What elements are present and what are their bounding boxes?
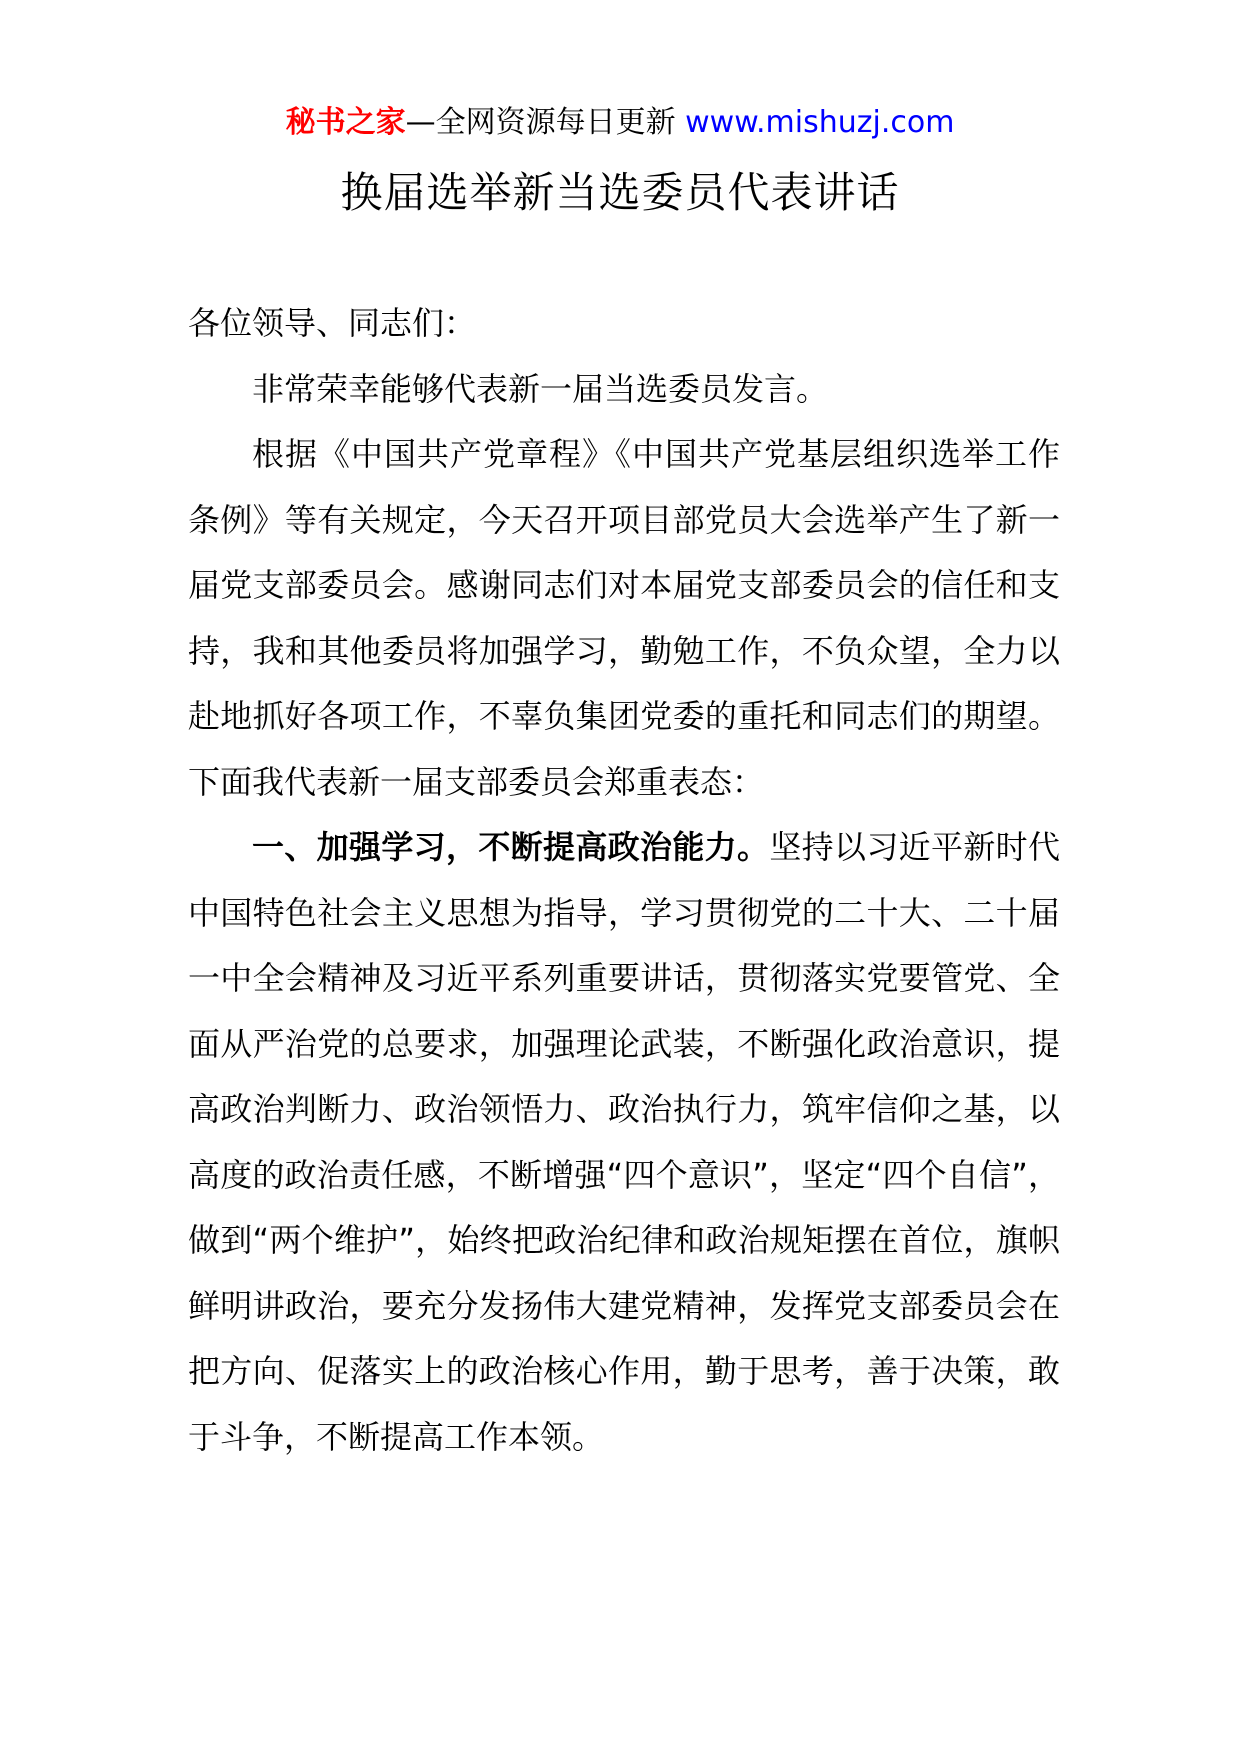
site-header-banner [0, 101, 1240, 145]
paragraph-3-text: 坚持以习近平新时代中国特色社会主义思想为指导，学习贯彻党的二十大、二十届一中全会精神及习近平系列重要讲话，贯彻落实党要管党、全面从严治党的总要求，加强理论武装，不断强化政治意识，提高政治判断力、政治领悟力、政治执行力，筑牢信仰之基，以高度的政治责任感，不断增强“四个意识”，坚定“四个自信”，做到“两个维护”，始终把政治纪律和政治规矩摆在首位，旗帜鲜明讲政治，要充分发扬伟大建党精神，发挥党支部委员会在把方向、促落实上的政治核心作用，勤于思考，善于决策，敢于斗争，不断提高工作本领。 [188, 828, 1060, 1456]
section-heading-1: 一、加强学习，不断提高政治能力。 [252, 828, 770, 866]
paragraph-3 [188, 815, 1060, 1470]
salutation: 各位领导、同志们： [188, 304, 477, 342]
brand-name: 秘书之家 [285, 105, 406, 140]
document-body [188, 291, 1060, 1470]
document-title: 换届选举新当选委员代表讲话 [340, 168, 900, 217]
paragraph-1: 非常荣幸能够代表新一届当选委员发言。 [252, 369, 829, 408]
paragraph-2: 根据《中国共产党章程》《中国共产党基层组织选举工作条例》等有关规定，今天召开项目部党员大会选举产生了新一届党支部委员会。感谢同志们对本届党支部委员会的信任和支持，我和其他委员将加强学习，勤勉工作，不负众望，全力以赴地抓好各项工作，不辜负集团党委的重托和同志们的期望。下面我代表新一届支部委员会郑重表态： [188, 435, 1060, 801]
site-url-link[interactable]: www.mishuzj.com [685, 105, 955, 140]
brand-slogan: —全网资源每日更新 [405, 105, 676, 140]
